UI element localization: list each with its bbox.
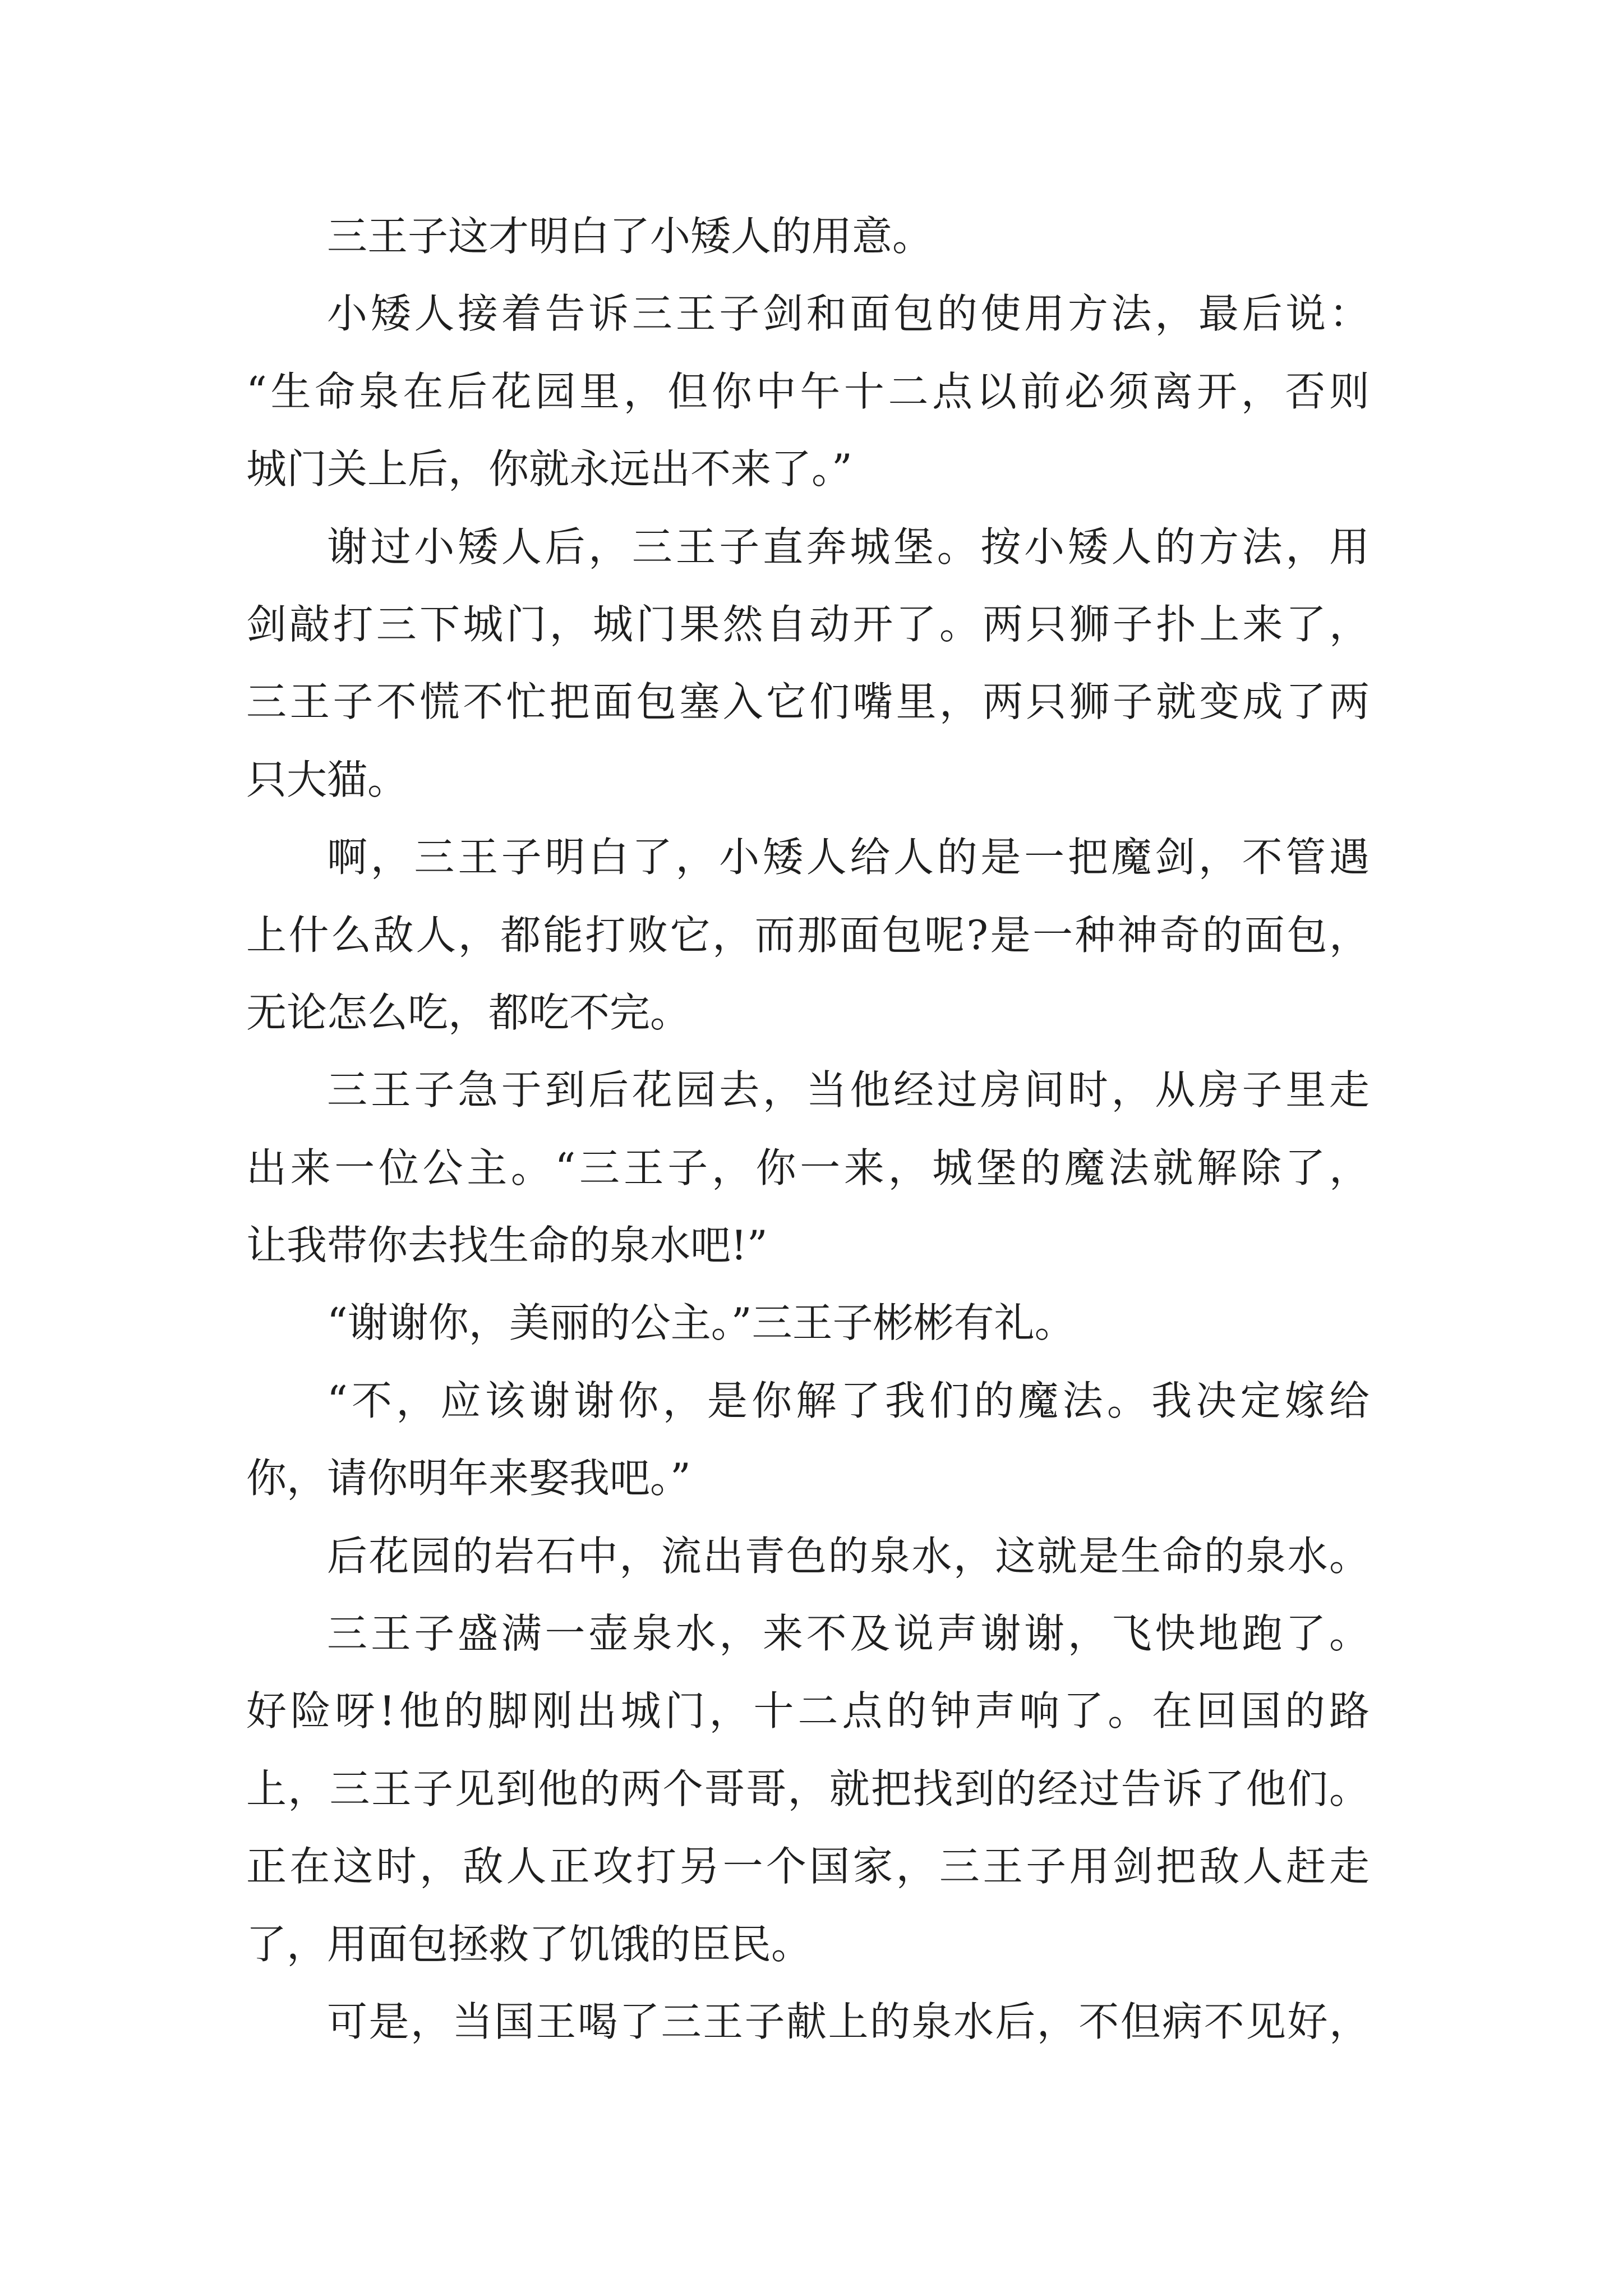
text-line: 好险呀!他的脚刚出城门，十二点的钟声响了。在回国的路 xyxy=(246,1687,1370,1735)
text-line: “生命泉在后花园里，但你中午十二点以前必须离开，否则 xyxy=(246,367,1370,415)
paragraph xyxy=(246,508,1370,819)
text-line: “谢谢你，美丽的公主。”三王子彬彬有礼。 xyxy=(327,1299,1075,1347)
paragraph xyxy=(246,818,1370,1051)
paragraph xyxy=(246,1051,1370,1284)
text-line: 三王子不慌不忙把面包塞入它们嘴里，两只狮子就变成了两 xyxy=(246,678,1370,726)
text-line: 城门关上后，你就永远出不来了。” xyxy=(246,445,852,493)
text-line: 谢过小矮人后，三王子直奔城堡。按小矮人的方法，用 xyxy=(327,523,1370,570)
text-line: 了，用面包拯救了饥饿的臣民。 xyxy=(246,1920,812,1968)
text-line: 你，请你明年来娶我吧。” xyxy=(246,1455,691,1502)
text-line: 出来一位公主。“三王子，你一来，城堡的魔法就解除了， xyxy=(246,1144,1370,1191)
text-line: 三王子盛满一壶泉水，来不及说声谢谢，飞快地跑了。 xyxy=(327,1610,1370,1658)
text-line: 上什么敌人，都能打败它，而那面包呢?是一种神奇的面包， xyxy=(246,911,1370,959)
text-line: 正在这时，敌人正攻打另一个国家，三王子用剑把敌人赶走 xyxy=(246,1843,1370,1890)
text-line: 上，三王子见到他的两个哥哥，就把找到的经过告诉了他们。 xyxy=(246,1765,1370,1812)
paragraph xyxy=(246,1983,1370,2060)
text-line: 后花园的岩石中，流出青色的泉水，这就是生命的泉水。 xyxy=(327,1532,1370,1580)
paragraph xyxy=(246,1517,1370,1595)
text-line: 啊，三王子明白了，小矮人给人的是一把魔剑，不管遇 xyxy=(327,834,1370,881)
paragraph xyxy=(246,275,1370,508)
text-line: 无论怎么吃，都吃不完。 xyxy=(246,988,691,1036)
text-line: 三王子急于到后花园去，当他经过房间时，从房子里走 xyxy=(327,1066,1370,1114)
text-line: “不，应该谢谢你，是你解了我们的魔法。我决定嫁给 xyxy=(327,1377,1370,1424)
text-line: 可是，当国王喝了三王子献上的泉水后，不但病不见好， xyxy=(327,1998,1370,2045)
text-line: 三王子这才明白了小矮人的用意。 xyxy=(327,213,933,260)
paragraph xyxy=(246,1284,1370,1361)
text-line: 小矮人接着告诉三王子剑和面包的使用方法，最后说： xyxy=(327,290,1370,338)
text-line: 只大猫。 xyxy=(246,756,408,803)
text-line: 剑敲打三下城门，城门果然自动开了。两只狮子扑上来了， xyxy=(246,600,1370,648)
paragraph xyxy=(246,1595,1370,1983)
text-line: 让我带你去找生命的泉水吧!” xyxy=(246,1222,768,1269)
paragraph xyxy=(246,1362,1370,1517)
paragraph xyxy=(246,197,1370,275)
document-body xyxy=(246,197,1370,2060)
